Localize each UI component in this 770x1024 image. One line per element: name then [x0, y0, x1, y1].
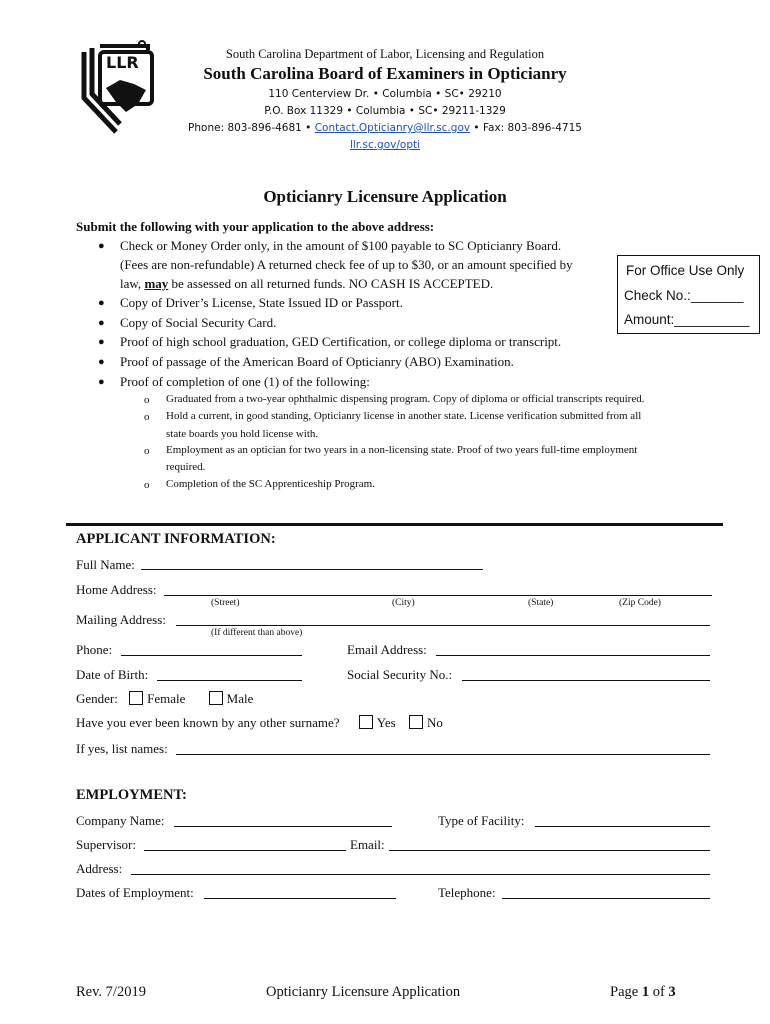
sub-bullet-icon: o	[144, 394, 150, 406]
office-use-title: For Office Use Only	[626, 263, 745, 278]
option-license: Hold a current, in good standing, Opticianry license in another state. License verification submitted from all	[166, 410, 642, 422]
dob-label: Date of Birth:	[76, 667, 149, 682]
email-link[interactable]: Contact.Opticianry@llr.sc.gov	[314, 122, 471, 134]
option-program: Graduated from a two-year ophthalmic dispensing program. Copy of diploma or official transcripts required.	[166, 393, 645, 405]
employment-heading: EMPLOYMENT:	[76, 787, 187, 803]
phone-field[interactable]	[121, 655, 302, 656]
fax-text: • Fax: 803-896-4715	[470, 122, 582, 134]
bullet-icon: ●	[98, 240, 105, 252]
option-employment: Employment as an optician for two years in a non-licensing state. Proof of two years full-time employment	[166, 444, 638, 456]
board-name: South Carolina Board of Examiners in Opticianry	[203, 64, 567, 83]
employment-email-label: Email:	[350, 837, 385, 852]
gender-row	[76, 691, 253, 707]
section-divider	[66, 523, 723, 526]
facility-field[interactable]	[535, 826, 710, 827]
applicant-heading: APPLICANT INFORMATION:	[76, 531, 276, 547]
company-label: Company Name:	[76, 813, 165, 828]
requirement-fee: Check or Money Order only, in the amount of $100 payable to SC Opticianry Board.	[120, 238, 562, 253]
office-use-box	[617, 255, 760, 334]
page-number: Page 1 of 3	[610, 984, 676, 1000]
email-label: Email Address:	[347, 642, 427, 657]
requirement-education: Proof of high school graduation, GED Certification, or college diploma or transcript.	[120, 334, 562, 349]
mailing-address-field[interactable]	[176, 625, 710, 626]
home-address-field[interactable]	[164, 595, 712, 596]
no-checkbox[interactable]	[409, 715, 423, 729]
no-label: No	[426, 715, 443, 730]
dob-field[interactable]	[157, 680, 302, 681]
option-apprenticeship: Completion of the SC Apprenticeship Program.	[166, 478, 375, 490]
submit-heading: Submit the following with your application to the above address:	[76, 219, 435, 234]
street-address: 110 Centerview Dr. • Columbia • SC• 29210	[268, 88, 502, 100]
logo-text: LLR	[106, 53, 139, 72]
dept-name: South Carolina Department of Labor, Licensing and Regulation	[225, 47, 545, 61]
surname-row	[76, 715, 443, 731]
bullet-icon: ●	[98, 317, 105, 329]
list-names-field[interactable]	[176, 754, 710, 755]
telephone-field[interactable]	[502, 898, 710, 899]
phone-label: Phone:	[76, 642, 113, 657]
supervisor-field[interactable]	[144, 850, 346, 851]
sub-bullet-icon: o	[144, 411, 150, 423]
facility-label: Type of Facility:	[438, 813, 525, 828]
may-emphasis: may	[144, 276, 169, 291]
mailing-address-label: Mailing Address:	[76, 612, 166, 627]
yes-checkbox[interactable]	[359, 715, 373, 729]
requirement-abo: Proof of passage of the American Board of Opticianry (ABO) Examination.	[120, 354, 514, 369]
city-hint: (City)	[392, 598, 415, 608]
phone-text: Phone: 803-896-4681 •	[188, 122, 315, 134]
telephone-label: Telephone:	[438, 885, 496, 900]
street-hint: (Street)	[211, 598, 240, 608]
po-box-address: P.O. Box 11329 • Columbia • SC• 29211-1329	[264, 105, 506, 117]
dates-label: Dates of Employment:	[76, 885, 194, 900]
employment-address-field[interactable]	[131, 874, 710, 875]
revision-date: Rev. 7/2019	[76, 984, 146, 1000]
company-field[interactable]	[174, 826, 392, 827]
page-title: Opticianry Licensure Application	[263, 187, 507, 206]
website-link[interactable]: llr.sc.gov/opti	[349, 139, 421, 151]
if-different-hint: (If different than above)	[211, 628, 303, 638]
office-amount[interactable]: Amount:__________	[624, 312, 750, 327]
bullet-icon: ●	[98, 336, 105, 348]
surname-question: Have you ever been known by any other surname?	[76, 715, 340, 730]
sub-bullet-icon: o	[144, 479, 150, 491]
requirement-completion: Proof of completion of one (1) of the following:	[120, 374, 370, 389]
female-label: Female	[147, 691, 186, 706]
bullet-icon: ●	[98, 297, 105, 309]
yes-label: Yes	[376, 715, 396, 730]
male-label: Male	[226, 691, 254, 706]
requirement-id: Copy of Driver’s License, State Issued ID or Passport.	[120, 295, 403, 310]
list-names-label: If yes, list names:	[76, 741, 168, 756]
zip-hint: (Zip Code)	[619, 598, 661, 608]
female-checkbox[interactable]	[129, 691, 143, 705]
option-license-cont: state boards you hold license with.	[166, 428, 319, 440]
contact-line	[0, 122, 770, 134]
office-check-no[interactable]: Check No.:_______	[624, 288, 744, 303]
full-name-label: Full Name:	[76, 557, 135, 572]
ssn-field[interactable]	[462, 680, 710, 681]
website-link-row	[0, 139, 770, 151]
supervisor-label: Supervisor:	[76, 837, 136, 852]
requirement-fee-cont2: law, may be assessed on all returned funds. NO CASH IS ACCEPTED.	[120, 276, 494, 291]
footer-title: Opticianry Licensure Application	[266, 984, 461, 1000]
gender-label: Gender:	[76, 691, 118, 706]
requirement-fee-cont: (Fees are non-refundable) A returned check fee of up to $30, or an amount specified by	[120, 257, 573, 272]
option-employment-cont: required.	[166, 461, 206, 473]
bullet-icon: ●	[98, 356, 105, 368]
full-name-field[interactable]	[141, 569, 483, 570]
bullet-icon: ●	[98, 376, 105, 388]
employment-email-field[interactable]	[389, 850, 710, 851]
requirement-ss-card: Copy of Social Security Card.	[120, 315, 277, 330]
ssn-label: Social Security No.:	[347, 667, 453, 682]
dates-field[interactable]	[204, 898, 396, 899]
sub-bullet-icon: o	[144, 445, 150, 457]
email-field[interactable]	[436, 655, 710, 656]
state-hint: (State)	[528, 598, 554, 608]
employment-address-label: Address:	[76, 861, 123, 876]
home-address-label: Home Address:	[76, 582, 157, 597]
male-checkbox[interactable]	[209, 691, 223, 705]
